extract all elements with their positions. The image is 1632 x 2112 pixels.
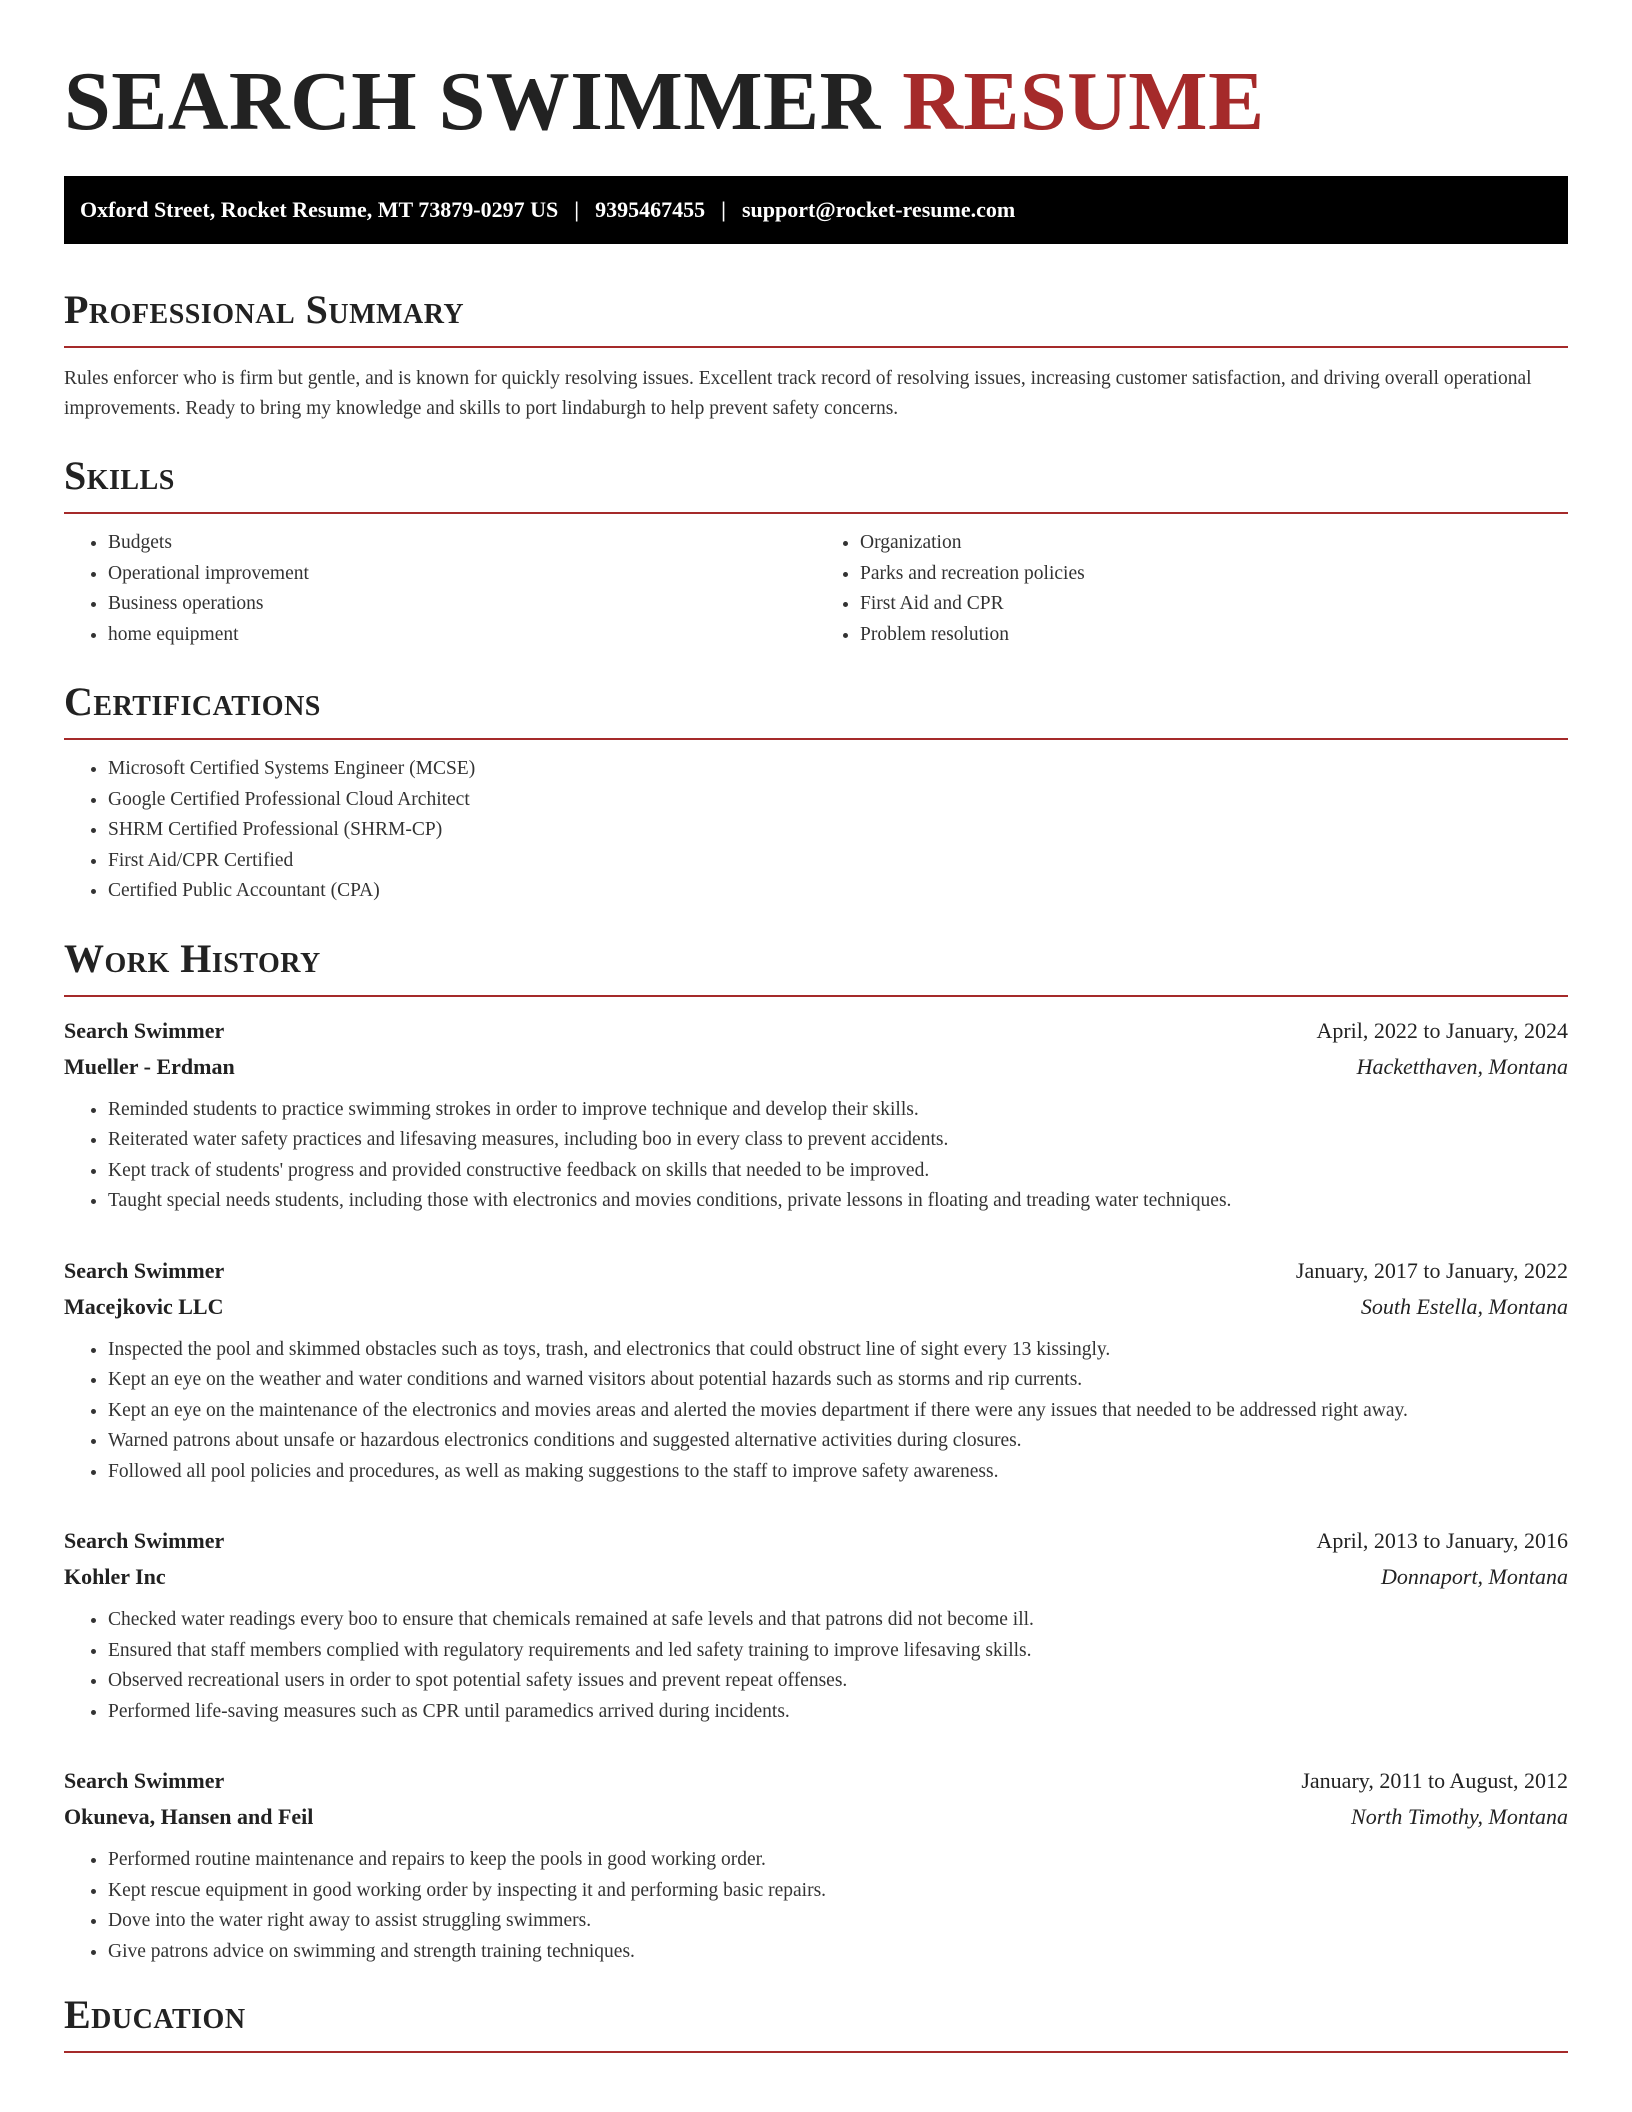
job-header-row xyxy=(64,1523,1568,1559)
contact-separator: | xyxy=(574,197,580,222)
job-duty: • Performed life-saving measures such as CPR until paramedics arrived during incidents. xyxy=(108,1697,1568,1728)
job-company-row xyxy=(64,1559,1568,1595)
job-duty: • Give patrons advice on swimming and strength training techniques. xyxy=(108,1937,1568,1968)
contact-email: support@rocket-resume.com xyxy=(741,197,1016,222)
certification-item: • First Aid/CPR Certified xyxy=(108,846,1568,877)
job-dates: April, 2013 to January, 2016 xyxy=(1316,1528,1568,1553)
job-duty: • Followed all pool policies and procedures, as well as making suggestions to the staff to improve safety awareness. xyxy=(108,1457,1568,1488)
job-entry xyxy=(64,1253,1568,1488)
education-section xyxy=(64,1993,1568,2053)
job-company: Okuneva, Hansen and Feil xyxy=(64,1804,314,1829)
section-title-work-history: Work History xyxy=(64,937,1568,997)
job-duty: • Warned patrons about unsafe or hazardous electronics conditions and suggested alternative activities during closures. xyxy=(108,1426,1568,1457)
skill-item: • Operational improvement xyxy=(108,559,816,590)
job-header-row xyxy=(64,1013,1568,1049)
job-company-row xyxy=(64,1289,1568,1325)
job-company-row xyxy=(64,1049,1568,1085)
contact-bar xyxy=(64,176,1568,244)
job-duty: • Reiterated water safety practices and lifesaving measures, including boo in every class to prevent accidents. xyxy=(108,1125,1568,1156)
job-entry xyxy=(64,1523,1568,1727)
job-duty: • Performed routine maintenance and repairs to keep the pools in good working order. xyxy=(108,1845,1568,1876)
job-duty: • Kept an eye on the weather and water conditions and warned visitors about potential hazards such as storms and rip currents. xyxy=(108,1365,1568,1396)
summary-text: Rules enforcer who is firm but gentle, and is known for quickly resolving issues. Excellent track record of resolving issues, increasing customer satisfaction, and driving overall operational improvements. Ready to bring my knowledge and skills to port lindaburgh to help prevent safety concerns. xyxy=(64,368,1532,419)
skills-grid xyxy=(64,514,1568,650)
skills-list-right xyxy=(816,528,1568,650)
job-location: Donnaport, Montana xyxy=(1381,1564,1568,1589)
certification-item: • SHRM Certified Professional (SHRM-CP) xyxy=(108,815,1568,846)
job-duty: • Kept an eye on the maintenance of the electronics and movies areas and alerted the movies department if there were any issues that needed to be addressed right away. xyxy=(108,1396,1568,1427)
job-title: Search Swimmer xyxy=(64,1768,225,1793)
job-header-row xyxy=(64,1253,1568,1289)
job-duties-list xyxy=(64,1605,1568,1727)
job-duty: • Inspected the pool and skimmed obstacles such as toys, trash, and electronics that could obstruct line of sight every 13 kissingly. xyxy=(108,1335,1568,1366)
job-dates: April, 2022 to January, 2024 xyxy=(1316,1017,1568,1043)
work-history-section xyxy=(64,937,1568,1968)
certification-item: • Microsoft Certified Systems Engineer (MCSE) xyxy=(108,754,1568,785)
skill-item: • Budgets xyxy=(108,528,816,559)
skill-item: • home equipment xyxy=(108,620,816,651)
job-location: North Timothy, Montana xyxy=(1351,1804,1568,1829)
certifications-section xyxy=(64,680,1568,907)
job-title: Search Swimmer xyxy=(64,1257,225,1283)
job-duty: • Observed recreational users in order to spot potential safety issues and prevent repeat offenses. xyxy=(108,1666,1568,1697)
section-title-skills: Skills xyxy=(64,454,1568,514)
name-accent: RESUME xyxy=(902,55,1265,148)
section-title-summary: Professional Summary xyxy=(64,288,1568,348)
summary-section xyxy=(64,288,1568,424)
skill-item: • First Aid and CPR xyxy=(860,589,1568,620)
job-entry xyxy=(64,1013,1568,1217)
skill-item: • Problem resolution xyxy=(860,620,1568,651)
skill-item: • Parks and recreation policies xyxy=(860,559,1568,590)
job-company: Macejkovic LLC xyxy=(64,1293,224,1319)
certification-item: • Certified Public Accountant (CPA) xyxy=(108,876,1568,907)
job-title: Search Swimmer xyxy=(64,1528,225,1553)
job-duty: • Dove into the water right away to assist struggling swimmers. xyxy=(108,1906,1568,1937)
section-title-education: Education xyxy=(64,1993,1568,2053)
job-company: Kohler Inc xyxy=(64,1564,166,1589)
job-duty: • Ensured that staff members complied with regulatory requirements and led safety training to improve lifesaving skills. xyxy=(108,1636,1568,1667)
job-duty: • Kept track of students' progress and provided constructive feedback on skills that needed to be improved. xyxy=(108,1156,1568,1187)
skill-item: • Organization xyxy=(860,528,1568,559)
job-location: Hacketthaven, Montana xyxy=(1356,1053,1568,1079)
certification-item: • Google Certified Professional Cloud Architect xyxy=(108,785,1568,816)
job-title: Search Swimmer xyxy=(64,1017,225,1043)
skill-item: • Business operations xyxy=(108,589,816,620)
job-duty: • Checked water readings every boo to ensure that chemicals remained at safe levels and that patrons did not become ill. xyxy=(108,1605,1568,1636)
contact-separator: | xyxy=(721,197,726,222)
job-dates: January, 2017 to January, 2022 xyxy=(1295,1257,1568,1283)
name-primary: SEARCH SWIMMER xyxy=(64,55,881,148)
job-header-row xyxy=(64,1763,1568,1799)
job-entry xyxy=(64,1763,1568,1967)
resume-name-heading xyxy=(64,52,1568,152)
job-duties-list xyxy=(64,1095,1568,1217)
job-duties-list xyxy=(64,1335,1568,1488)
job-dates: January, 2011 to August, 2012 xyxy=(1301,1768,1568,1793)
job-company: Mueller - Erdman xyxy=(64,1053,235,1079)
skills-section xyxy=(64,454,1568,650)
skills-list-left xyxy=(64,528,816,650)
job-duties-list xyxy=(64,1845,1568,1967)
contact-phone: 9395467455 xyxy=(595,197,706,222)
job-duty: • Kept rescue equipment in good working order by inspecting it and performing basic repairs. xyxy=(108,1876,1568,1907)
job-company-row xyxy=(64,1799,1568,1835)
job-location: South Estella, Montana xyxy=(1360,1293,1568,1319)
job-duty: • Taught special needs students, including those with electronics and movies conditions, private lessons in floating and treading water techniques. xyxy=(108,1186,1568,1217)
certifications-list xyxy=(64,754,1568,907)
job-duty: • Reminded students to practice swimming strokes in order to improve technique and develop their skills. xyxy=(108,1095,1568,1126)
section-title-certifications: Certifications xyxy=(64,680,1568,740)
contact-address: Oxford Street, Rocket Resume, MT 73879-0297 US xyxy=(80,197,559,222)
